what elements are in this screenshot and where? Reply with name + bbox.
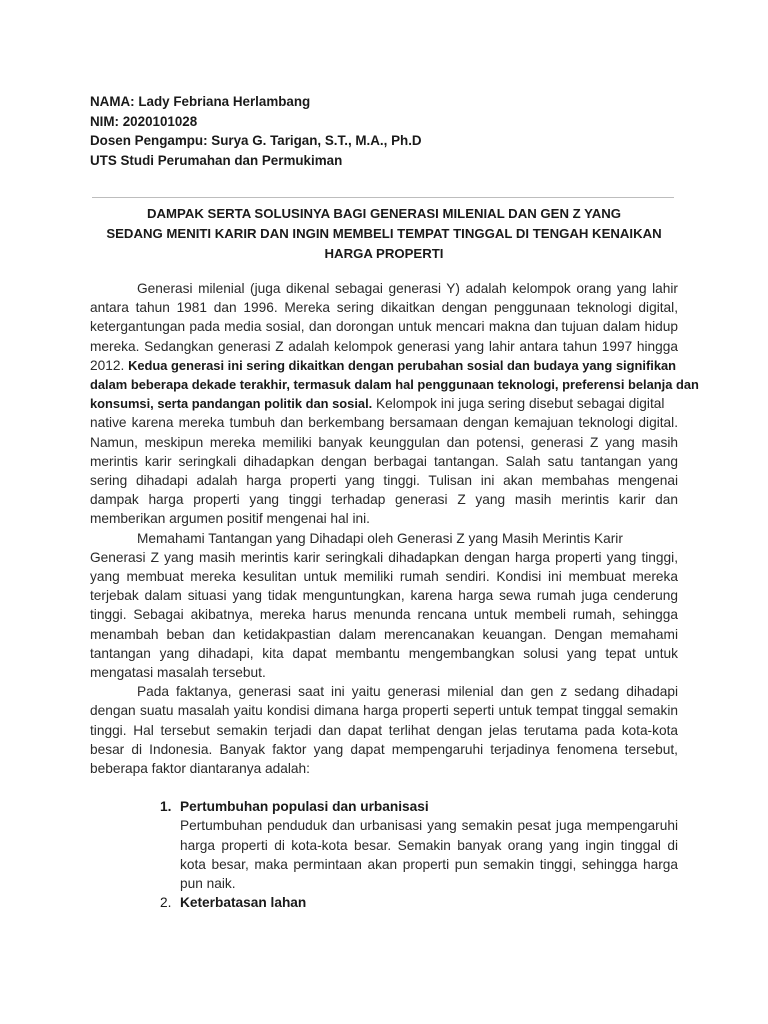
horizontal-divider: [92, 197, 674, 198]
document-body: [90, 279, 699, 913]
document-title: [90, 204, 678, 263]
title-line-2: SEDANG MENITI KARIR DAN INGIN MEMBELI TEMPAT TINGGAL DI TENGAH KENAIKAN: [106, 225, 662, 241]
text-line: beberapa faktor diantaranya adalah:: [90, 761, 310, 777]
text-line: Pertumbuhan penduduk dan urbanisasi yang semakin pesat juga mempengaruhi: [180, 818, 678, 834]
text-line: mengatasi masalah tersebut.: [90, 665, 266, 681]
lecturer: Dosen Pengampu: Surya G. Tarigan, S.T., M.A., Ph.D: [90, 133, 422, 148]
text-line: dampak harga properti yang tinggi terhadap generasi Z yang masih merintis karir dan: [90, 492, 678, 508]
list-item-heading: [160, 797, 678, 816]
bold-text-span: Kedua generasi ini sering dikaitkan dengan perubahan sosial dan budaya yang signifikan: [128, 357, 677, 373]
text-line: ketergantungan pada media sosial, dan dorongan untuk mencari makna dan tujuan dalam hidup: [90, 319, 678, 335]
list-item-heading: [160, 893, 678, 912]
title-line-1: DAMPAK SERTA SOLUSINYA BAGI GENERASI MILENIAL DAN GEN Z YANG: [146, 206, 622, 221]
text-span: Kelompok ini juga sering disebut sebagai digital: [372, 396, 665, 412]
paragraph-intro: [90, 279, 699, 529]
text-line: sering dihadapi adalah harga properti yang tinggi. Tulisan ini akan membahas mengenai: [90, 473, 678, 489]
subheading-line: Memahami Tantangan yang Dihadapi oleh Generasi Z yang Masih Merintis Karir: [137, 530, 623, 546]
factor-list: [160, 797, 678, 912]
student-nim: NIM: 2020101028: [90, 113, 198, 129]
list-number: 2.: [160, 895, 172, 911]
paragraph-challenges: [90, 529, 678, 683]
text-line: Namun, meskipun mereka memiliki banyak keunggulan dan potensi, generasi Z yang masih: [90, 434, 678, 450]
student-info: [90, 92, 422, 170]
text-line: native karena mereka tumbuh dan berkembang bersamaan dengan kemajuan teknologi digital.: [90, 415, 678, 431]
bold-text-span: konsumsi, serta pandangan politik dan sosial.: [90, 396, 373, 412]
text-line: tinggi. Sebagai akibatnya, mereka harus menunda rencana untuk membeli rumah, sehingga: [90, 607, 678, 623]
text-line: pun naik.: [180, 876, 236, 892]
text-line: mereka. Sedangkan generasi Z adalah kelompok generasi yang lahir antara tahun 1997 hingga: [90, 338, 678, 354]
text-line: dengan suatu masalah yaitu kondisi dimana harga properti seperti untuk tempat tinggal semakin: [90, 703, 678, 719]
paragraph-facts: [90, 682, 678, 778]
list-item-body: [180, 816, 678, 893]
text-line: antara tahun 1981 dan 1996. Mereka sering dikaitkan dengan penggunaan teknologi digital,: [90, 300, 678, 316]
list-item-title: Keterbatasan lahan: [180, 895, 307, 911]
text-line: merintis karir seringkali dihadapkan dengan berbagai tantangan. Salah satu tantangan yang: [90, 453, 678, 469]
student-name: NAMA: Lady Febriana Herlambang: [90, 94, 311, 109]
text-line: memberikan argumen positif mengenai hal ini.: [90, 511, 370, 527]
text-line: harga properti di kota-kota besar. Semakin banyak orang yang ingin tinggal di: [180, 837, 678, 853]
list-number: 1.: [160, 799, 172, 815]
text-line: terjebak dalam situasi yang tidak menguntungkan, karena harga sewa rumah juga cenderung: [90, 588, 678, 604]
text-line: Generasi Z yang masih merintis karir seringkali dihadapkan dengan harga properti yang tinggi,: [90, 549, 678, 565]
text-line: besar di Indonesia. Banyak faktor yang dapat mempengaruhi terjadinya fenomena tersebut,: [90, 741, 678, 757]
text-line: Generasi milenial (juga dikenal sebagai generasi Y) adalah kelompok orang yang lahir: [137, 281, 678, 296]
text-line: Pada faktanya, generasi saat ini yaitu generasi milenial dan gen z sedang dihadapi: [137, 684, 678, 700]
text-span: 2012.: [90, 357, 129, 373]
text-line: [90, 356, 678, 375]
text-line: yang membuat mereka kesulitan untuk memiliki rumah sendiri. Kondisi ini membuat mereka: [90, 569, 678, 585]
text-line: [90, 394, 678, 413]
title-line-3: HARGA PROPERTI: [324, 245, 444, 261]
exam-course: UTS Studi Perumahan dan Permukiman: [90, 152, 343, 168]
text-line: kota besar, maka permintaan akan properti pun semakin tinggi, sehingga harga: [180, 856, 678, 872]
bold-text-line: dalam beberapa dekade terakhir, termasuk dalam hal penggunaan teknologi, preferensi belanja dan: [90, 377, 699, 393]
spacer: [90, 778, 678, 797]
text-line: tinggi. Hal tersebut semakin terjadi dan dapat terlihat dengan jelas terutama pada kota-kota: [90, 722, 678, 738]
text-line: menambah beban dan ketidakpastian dalam merencanakan keuangan. Dengan memahami: [90, 626, 678, 642]
list-item-title: Pertumbuhan populasi dan urbanisasi: [180, 799, 429, 815]
text-line: tantangan yang dihadapi, kita dapat membantu mengembangkan solusi yang tepat untuk: [90, 645, 678, 661]
